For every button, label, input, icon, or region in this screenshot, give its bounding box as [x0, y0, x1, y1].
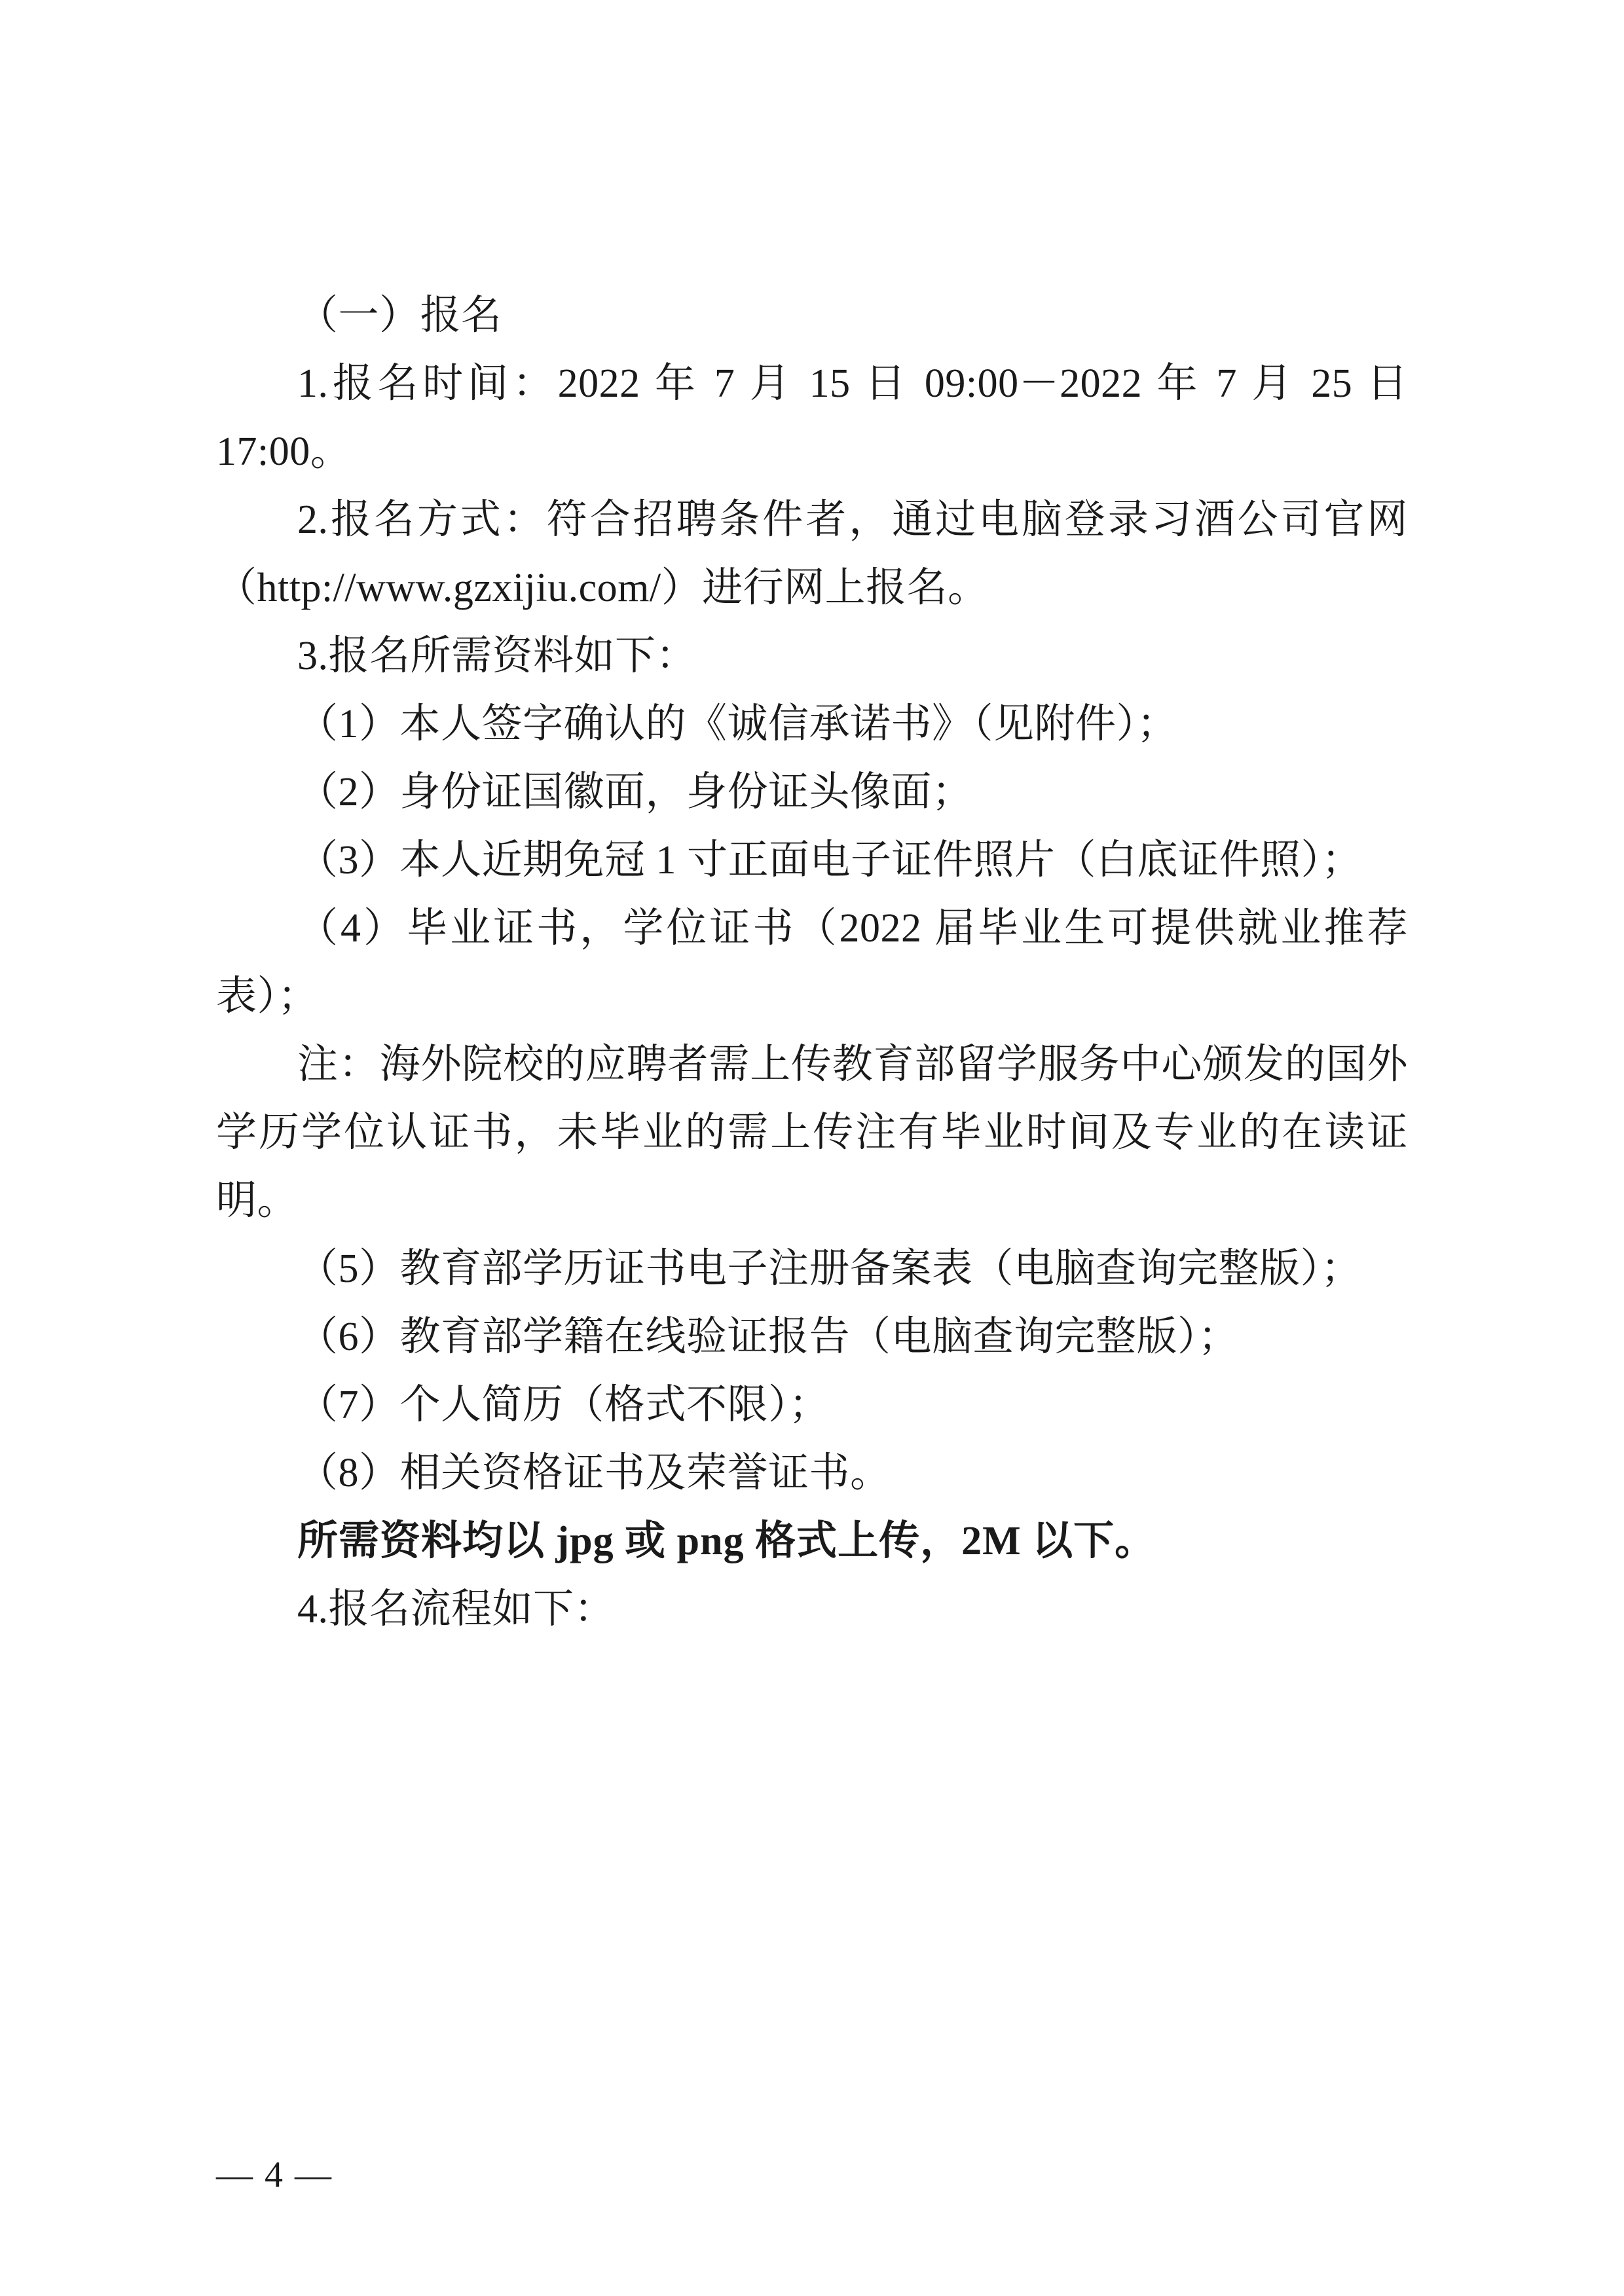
list-item-material-1: （1）本人签字确认的《诚信承诺书》（见附件）；	[297, 702, 1178, 746]
paragraph-overseas-note: 注：海外院校的应聘者需上传教育部留学服务中心颁发的国外学历学位认证书，未毕业的需上传注有毕业时间及专业的在读证明。	[216, 1042, 1408, 1223]
page-footer	[216, 2152, 1408, 2198]
list-item-material-7: （7）个人简历（格式不限）；	[297, 1383, 830, 1427]
page-number: — 4 —	[216, 2155, 333, 2195]
paragraph-upload-format-note: 所需资料均以 jpg 或 png 格式上传，2M 以下。	[297, 1519, 1156, 1563]
document-body	[216, 282, 1408, 1643]
list-item-material-5: （5）教育部学历证书电子注册备案表（电脑查询完整版）；	[297, 1247, 1362, 1291]
list-item-material-3: （3）本人近期免冠 1 寸正面电子证件照片（白底证件照）；	[297, 838, 1363, 883]
list-item-material-2: （2）身份证国徽面，身份证头像面；	[297, 770, 973, 814]
paragraph-registration-process: 4.报名流程如下：	[297, 1587, 616, 1631]
paragraph-section-heading: （一）报名	[297, 293, 502, 338]
paragraph-materials-intro: 3.报名所需资料如下：	[297, 634, 697, 678]
list-item-material-6: （6）教育部学籍在线验证报告（电脑查询完整版）；	[297, 1315, 1240, 1359]
paragraph-registration-method: 2.报名方式：符合招聘条件者，通过电脑登录习酒公司官网（http://www.gzxijiu.com/）进行网上报名。	[216, 498, 1408, 610]
paragraph-registration-time: 1.报名时间：2022 年 7 月 15 日 09:00－2022 年 7 月 25 日 17:00。	[216, 361, 1408, 474]
list-item-material-4: （4）毕业证书，学位证书（2022 届毕业生可提供就业推荐表）；	[216, 906, 1408, 1019]
list-item-material-8: （8）相关资格证书及荣誉证书。	[297, 1451, 891, 1495]
